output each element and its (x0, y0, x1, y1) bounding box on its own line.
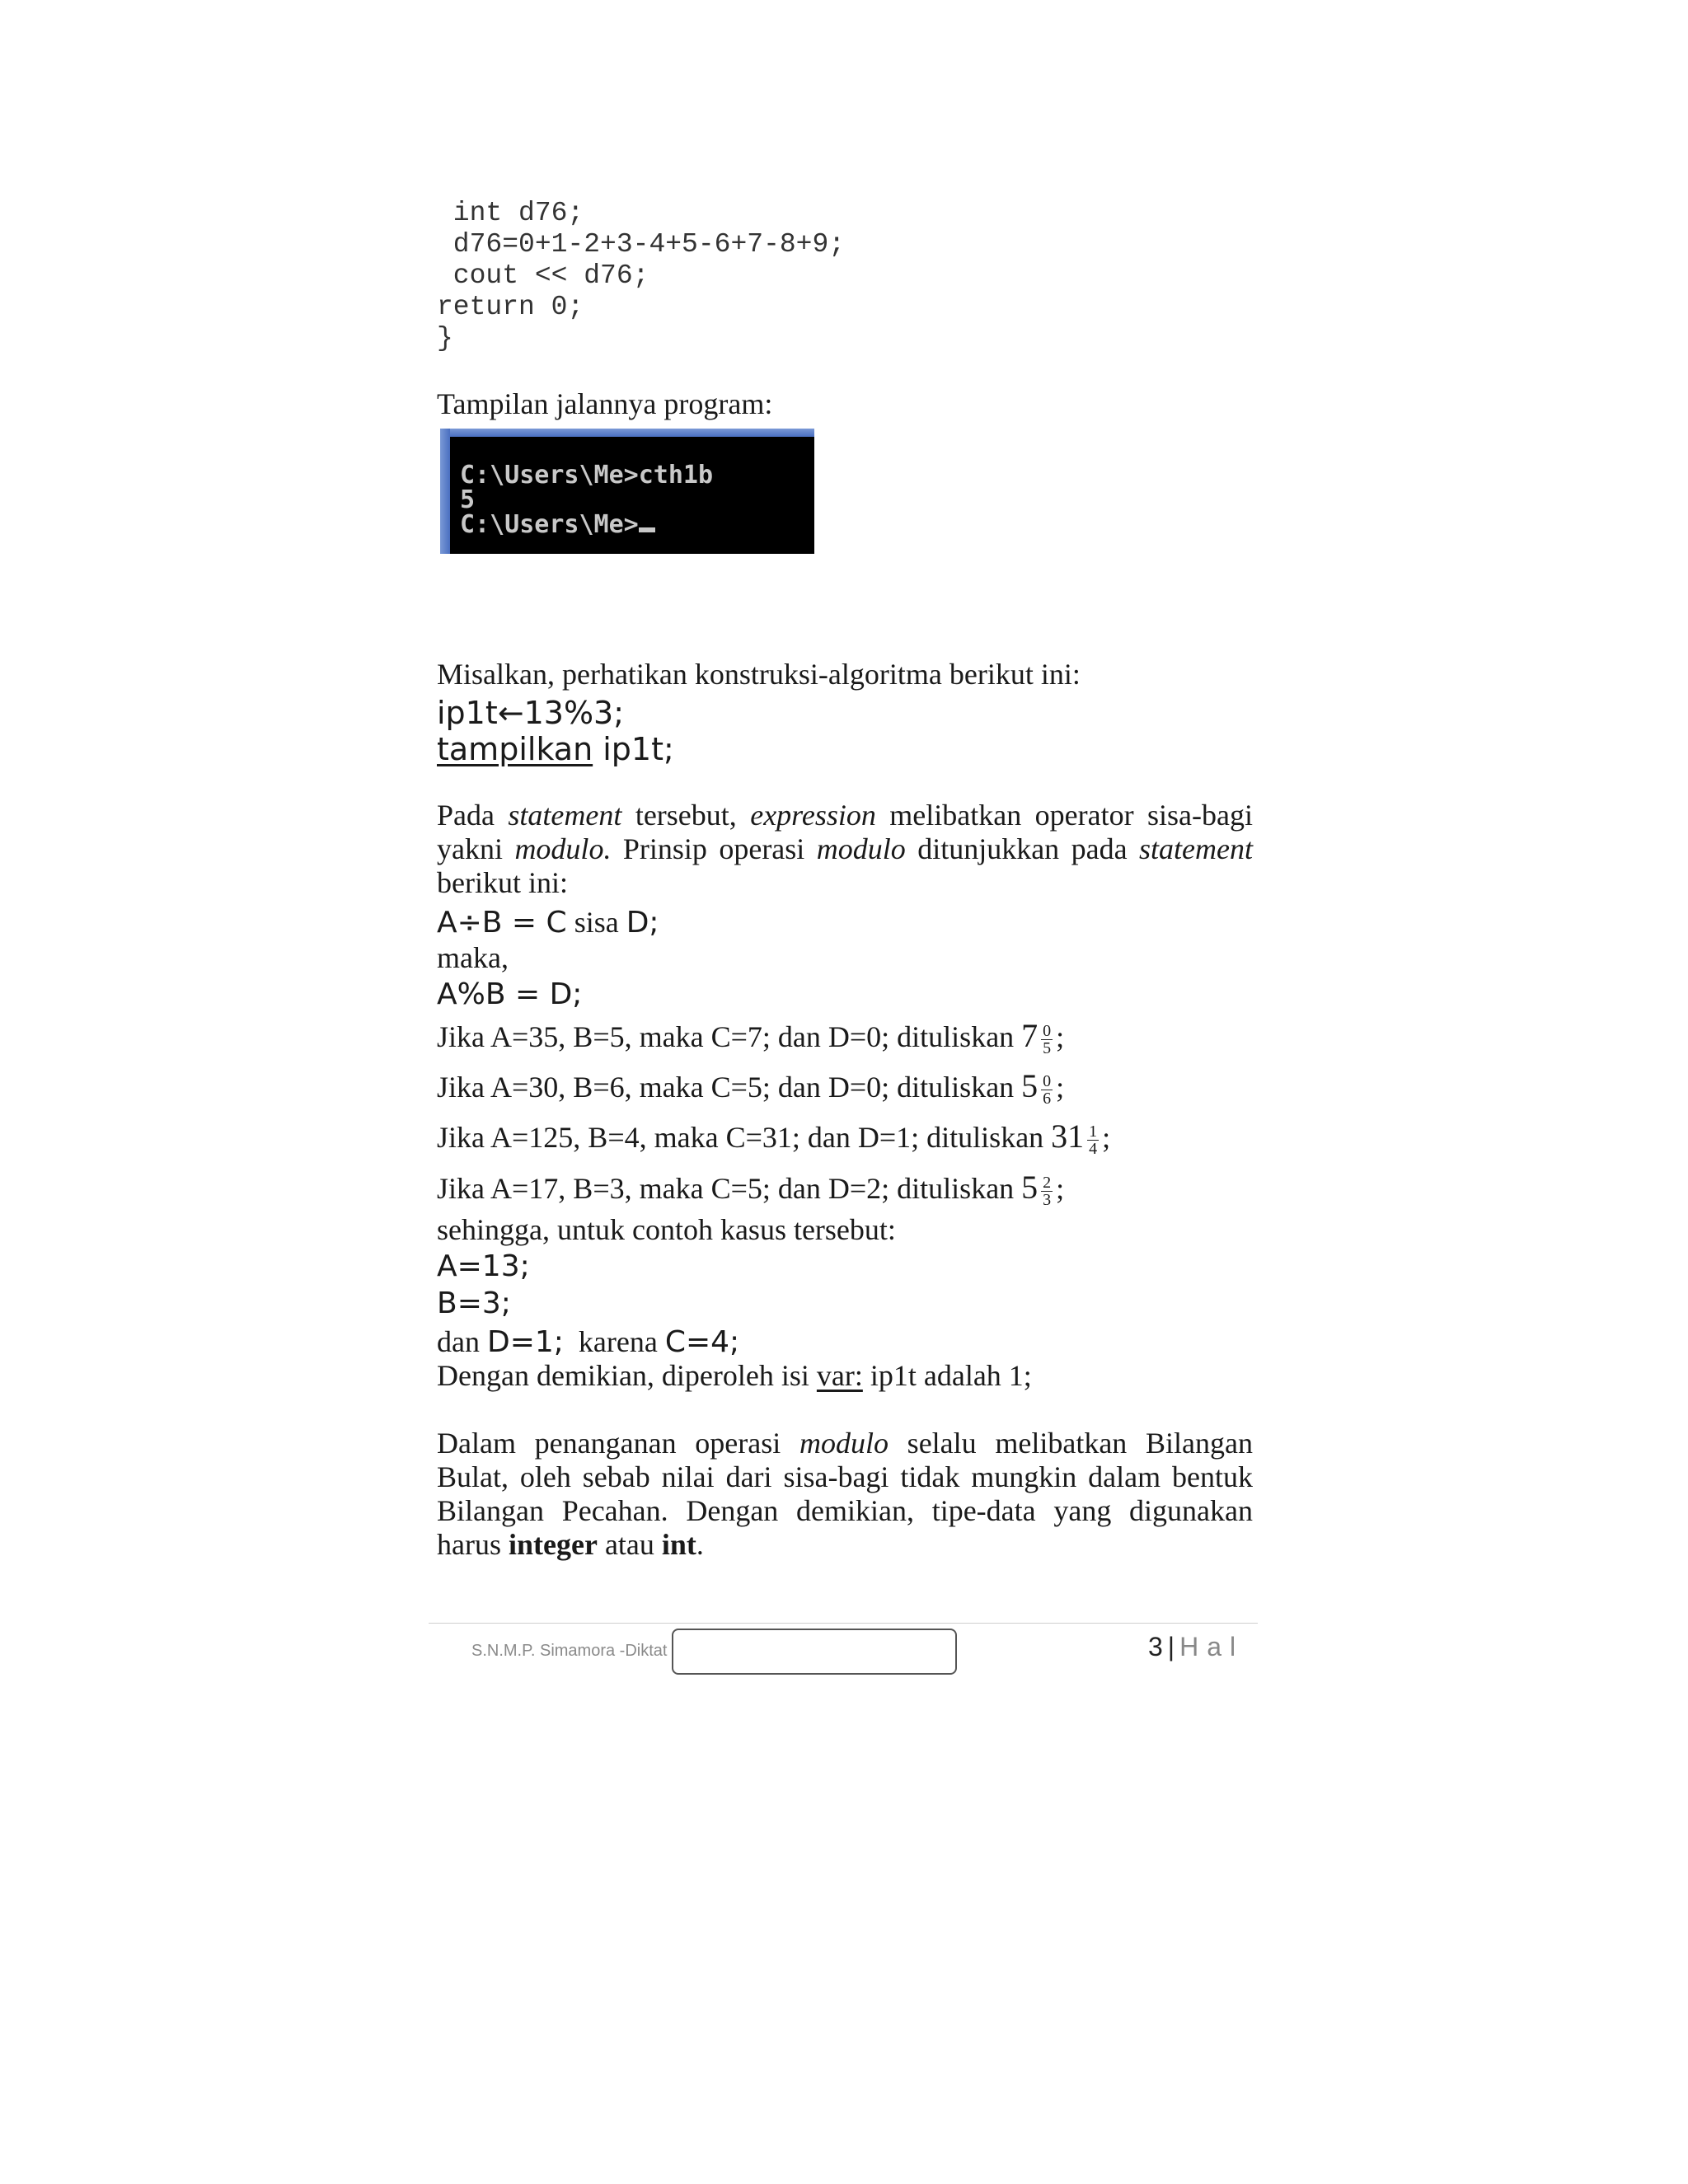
text: 1 (1089, 1122, 1098, 1141)
terminal-line-2: 5 (460, 485, 476, 514)
text: 0 (1043, 1022, 1052, 1041)
footer-divider (429, 1623, 1258, 1624)
text: 3 (1043, 1191, 1052, 1210)
text: modulo (816, 832, 906, 865)
equation-division (437, 905, 659, 940)
text: ip1t adalah 1; (862, 1359, 1032, 1392)
text: 6 (1043, 1090, 1052, 1108)
text: modulo (799, 1427, 889, 1460)
fraction (1041, 1073, 1053, 1107)
text: ; (1056, 1071, 1065, 1104)
fraction (1087, 1123, 1099, 1157)
example-line (437, 1069, 1064, 1107)
equation-modulo: A%B = D; (437, 977, 583, 1011)
footer-hal: Hal (1179, 1632, 1245, 1661)
algo-line-1: ip1t←13%3; (437, 695, 625, 731)
example-line (437, 1019, 1064, 1057)
sehingga-text: sehingga, untuk contoh kasus tersebut: (437, 1213, 896, 1246)
text: modulo. (514, 832, 612, 865)
text: D; (626, 906, 659, 940)
text: selalu melibatkan Bilangan Bulat, oleh sebab nilai dari sisa-bagi tidak mungkin dalam bentuk Bilangan Pecahan. Dengan demikian, tipe-data yang digunakan harus (437, 1427, 1253, 1561)
terminal-line-3 (460, 510, 655, 539)
text: 2 (1043, 1174, 1052, 1193)
text: Pada (437, 799, 509, 832)
text: melibatkan operator sisa-bagi yakni (437, 799, 1253, 865)
text: Jika A=125, B=4, maka C=31; dan D=1; dituliskan (437, 1121, 1052, 1154)
code-line-1: int d76; (437, 198, 584, 228)
fraction (1041, 1174, 1053, 1208)
text: ; (1056, 1172, 1065, 1205)
text: statement (508, 799, 622, 832)
terminal-border (440, 429, 814, 437)
text: D=1; (486, 1325, 564, 1359)
text: ; (1056, 1020, 1065, 1053)
footer-text-box[interactable] (672, 1629, 957, 1675)
text: Dengan demikian, diperoleh isi (437, 1359, 817, 1392)
value-a: A=13; (437, 1249, 530, 1283)
text: 5 (1043, 1039, 1052, 1058)
text: statement (1139, 832, 1254, 865)
fraction (1041, 1023, 1053, 1057)
terminal-cursor (639, 527, 655, 532)
misalkan-text: Misalkan, perhatikan konstruksi-algoritma berikut ini: (437, 658, 1081, 691)
text: tersebut, (621, 799, 751, 832)
text: karena (563, 1325, 665, 1358)
code-line-3: cout << d76; (437, 260, 649, 291)
tampilan-label: Tampilan jalannya program: (437, 387, 773, 420)
text: Jika A=30, B=6, maka C=5; dan D=0; dituliskan (437, 1071, 1022, 1104)
text: 5 (1021, 1067, 1039, 1104)
text: A÷B = C (437, 906, 567, 940)
text: int (661, 1528, 696, 1561)
text: 5 (1021, 1169, 1039, 1206)
terminal-border (440, 429, 450, 554)
example-line (437, 1170, 1064, 1208)
text: atau (597, 1528, 662, 1561)
text: 0 (1043, 1072, 1052, 1091)
paragraph-modulo-integer (437, 1427, 1253, 1562)
page-number: 3 (1148, 1632, 1163, 1661)
text: Jika A=35, B=5, maka C=7; dan D=0; dituliskan (437, 1020, 1022, 1053)
text: Prinsip operasi (611, 832, 817, 865)
example-line (437, 1119, 1110, 1157)
text: sisa (566, 906, 626, 939)
dengan-demikian-line (437, 1358, 1032, 1393)
var-label: var: (816, 1359, 863, 1392)
text: dan (437, 1325, 487, 1358)
footer-page-label (1148, 1632, 1244, 1662)
code-line-4: return 0; (437, 292, 584, 322)
algo-line-2-rest: ip1t; (593, 731, 674, 767)
text: Jika A=17, B=3, maka C=5; dan D=2; dituliskan (437, 1172, 1022, 1205)
text: expression (750, 799, 876, 832)
code-line-5: } (437, 323, 453, 354)
text: 4 (1089, 1140, 1098, 1159)
code-line-2: d76=0+1-2+3-4+5-6+7-8+9; (437, 229, 846, 260)
text: Dalam penanganan operasi (437, 1427, 799, 1460)
maka-text: maka, (437, 941, 509, 974)
tampilkan-keyword: tampilkan (437, 731, 593, 767)
footer-author: S.N.M.P. Simamora -Diktat (471, 1642, 668, 1660)
paragraph-modulo-intro (437, 799, 1253, 900)
dan-line (437, 1324, 739, 1360)
text: . (696, 1528, 704, 1561)
text: 7 (1021, 1017, 1039, 1054)
text: integer (508, 1528, 598, 1561)
text: C=4; (664, 1325, 740, 1359)
text: ditunjukkan pada (905, 832, 1140, 865)
text: berikut ini: (437, 866, 568, 899)
terminal-line-1: C:\Users\Me>cth1b (460, 461, 714, 490)
footer-separator: | (1167, 1632, 1175, 1661)
text: 31 (1051, 1118, 1085, 1155)
text: ; (1102, 1121, 1111, 1154)
value-b: B=3; (437, 1286, 511, 1320)
terminal-prompt: C:\Users\Me> (460, 510, 639, 539)
algo-line-2 (437, 732, 674, 766)
terminal-screenshot (440, 429, 814, 554)
